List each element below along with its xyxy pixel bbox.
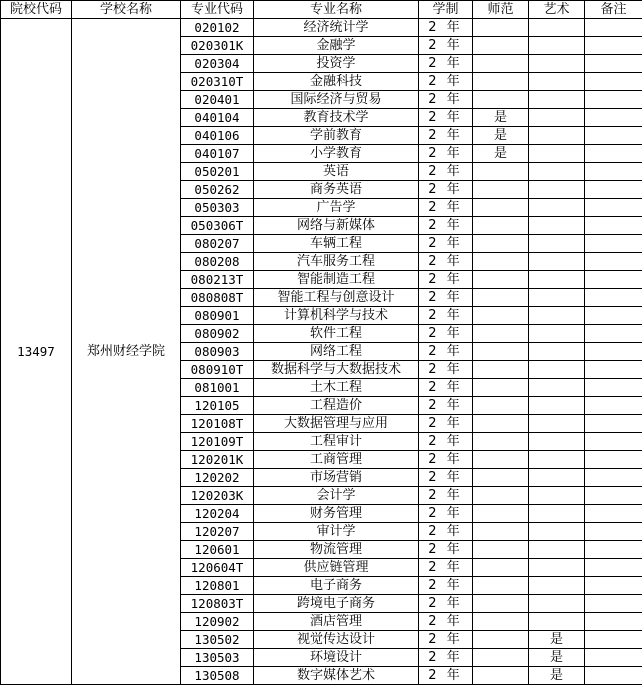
art-flag-cell	[529, 217, 585, 235]
major-code-cell: 080208	[181, 253, 254, 271]
duration-cell: 2 年	[419, 667, 473, 685]
major-code-cell: 080213T	[181, 271, 254, 289]
normal-flag-cell	[473, 91, 529, 109]
normal-flag-cell	[473, 361, 529, 379]
art-flag-cell	[529, 595, 585, 613]
duration-cell: 2 年	[419, 613, 473, 631]
major-name-cell: 数字媒体艺术	[254, 667, 419, 685]
duration-cell: 2 年	[419, 163, 473, 181]
normal-flag-cell	[473, 19, 529, 37]
note-cell	[585, 145, 642, 163]
duration-cell: 2 年	[419, 73, 473, 91]
art-flag-cell	[529, 199, 585, 217]
note-cell	[585, 433, 642, 451]
table-body	[1, 19, 642, 685]
major-code-cell: 080901	[181, 307, 254, 325]
art-flag-cell	[529, 289, 585, 307]
normal-flag-cell	[473, 667, 529, 685]
major-name-cell: 广告学	[254, 199, 419, 217]
normal-flag-cell	[473, 577, 529, 595]
major-name-cell: 计算机科学与技术	[254, 307, 419, 325]
major-code-cell: 050303	[181, 199, 254, 217]
major-name-cell: 物流管理	[254, 541, 419, 559]
note-cell	[585, 361, 642, 379]
major-code-cell: 120601	[181, 541, 254, 559]
note-cell	[585, 127, 642, 145]
art-flag-cell	[529, 451, 585, 469]
major-code-cell: 120604T	[181, 559, 254, 577]
note-cell	[585, 397, 642, 415]
header-school-code: 院校代码	[1, 1, 72, 19]
art-flag-cell	[529, 55, 585, 73]
table-row	[1, 19, 642, 37]
major-code-cell: 020310T	[181, 73, 254, 91]
major-name-cell: 小学教育	[254, 145, 419, 163]
note-cell	[585, 667, 642, 685]
duration-cell: 2 年	[419, 559, 473, 577]
normal-flag-cell: 是	[473, 127, 529, 145]
art-flag-cell	[529, 361, 585, 379]
duration-cell: 2 年	[419, 217, 473, 235]
note-cell	[585, 73, 642, 91]
art-flag-cell	[529, 541, 585, 559]
major-code-cell: 020102	[181, 19, 254, 37]
note-cell	[585, 343, 642, 361]
major-name-cell: 工程造价	[254, 397, 419, 415]
normal-flag-cell: 是	[473, 109, 529, 127]
normal-flag-cell	[473, 325, 529, 343]
art-flag-cell: 是	[529, 667, 585, 685]
normal-flag-cell	[473, 397, 529, 415]
major-name-cell: 工程审计	[254, 433, 419, 451]
art-flag-cell	[529, 145, 585, 163]
major-code-cell: 050306T	[181, 217, 254, 235]
note-cell	[585, 523, 642, 541]
school-name-cell: 郑州财经学院	[72, 19, 181, 685]
normal-flag-cell	[473, 235, 529, 253]
major-code-cell: 120202	[181, 469, 254, 487]
duration-cell: 2 年	[419, 469, 473, 487]
header-major-name: 专业名称	[254, 1, 419, 19]
note-cell	[585, 415, 642, 433]
normal-flag-cell	[473, 55, 529, 73]
major-name-cell: 车辆工程	[254, 235, 419, 253]
normal-flag-cell	[473, 487, 529, 505]
normal-flag-cell	[473, 199, 529, 217]
art-flag-cell: 是	[529, 631, 585, 649]
major-code-cell: 130502	[181, 631, 254, 649]
duration-cell: 2 年	[419, 451, 473, 469]
header-row	[1, 1, 642, 19]
major-name-cell: 会计学	[254, 487, 419, 505]
major-code-cell: 130508	[181, 667, 254, 685]
art-flag-cell	[529, 91, 585, 109]
major-name-cell: 财务管理	[254, 505, 419, 523]
normal-flag-cell	[473, 307, 529, 325]
note-cell	[585, 649, 642, 667]
duration-cell: 2 年	[419, 19, 473, 37]
major-code-cell: 120203K	[181, 487, 254, 505]
major-code-cell: 040106	[181, 127, 254, 145]
note-cell	[585, 379, 642, 397]
note-cell	[585, 109, 642, 127]
duration-cell: 2 年	[419, 235, 473, 253]
note-cell	[585, 325, 642, 343]
major-name-cell: 经济统计学	[254, 19, 419, 37]
major-name-cell: 市场营销	[254, 469, 419, 487]
header-major-code: 专业代码	[181, 1, 254, 19]
note-cell	[585, 181, 642, 199]
major-name-cell: 土木工程	[254, 379, 419, 397]
normal-flag-cell	[473, 523, 529, 541]
duration-cell: 2 年	[419, 541, 473, 559]
major-code-cell: 040104	[181, 109, 254, 127]
note-cell	[585, 271, 642, 289]
note-cell	[585, 469, 642, 487]
note-cell	[585, 451, 642, 469]
header-duration: 学制	[419, 1, 473, 19]
note-cell	[585, 253, 642, 271]
header-school-name: 学校名称	[72, 1, 181, 19]
major-code-cell: 120105	[181, 397, 254, 415]
major-name-cell: 投资学	[254, 55, 419, 73]
note-cell	[585, 487, 642, 505]
art-flag-cell	[529, 415, 585, 433]
normal-flag-cell	[473, 271, 529, 289]
art-flag-cell	[529, 577, 585, 595]
normal-flag-cell	[473, 289, 529, 307]
major-name-cell: 审计学	[254, 523, 419, 541]
normal-flag-cell	[473, 451, 529, 469]
duration-cell: 2 年	[419, 199, 473, 217]
duration-cell: 2 年	[419, 55, 473, 73]
note-cell	[585, 595, 642, 613]
duration-cell: 2 年	[419, 37, 473, 55]
duration-cell: 2 年	[419, 523, 473, 541]
note-cell	[585, 505, 642, 523]
art-flag-cell	[529, 307, 585, 325]
normal-flag-cell	[473, 37, 529, 55]
art-flag-cell	[529, 325, 585, 343]
art-flag-cell	[529, 235, 585, 253]
major-code-cell: 120801	[181, 577, 254, 595]
major-name-cell: 智能工程与创意设计	[254, 289, 419, 307]
major-name-cell: 教育技术学	[254, 109, 419, 127]
note-cell	[585, 37, 642, 55]
school-code-cell: 13497	[1, 19, 72, 685]
normal-flag-cell	[473, 631, 529, 649]
duration-cell: 2 年	[419, 577, 473, 595]
duration-cell: 2 年	[419, 649, 473, 667]
major-name-cell: 环境设计	[254, 649, 419, 667]
art-flag-cell	[529, 127, 585, 145]
art-flag-cell	[529, 523, 585, 541]
major-code-cell: 020301K	[181, 37, 254, 55]
major-code-cell: 020304	[181, 55, 254, 73]
note-cell	[585, 559, 642, 577]
major-name-cell: 供应链管理	[254, 559, 419, 577]
duration-cell: 2 年	[419, 325, 473, 343]
normal-flag-cell	[473, 379, 529, 397]
major-name-cell: 商务英语	[254, 181, 419, 199]
normal-flag-cell	[473, 613, 529, 631]
major-code-cell: 050201	[181, 163, 254, 181]
note-cell	[585, 541, 642, 559]
major-code-cell: 130503	[181, 649, 254, 667]
art-flag-cell	[529, 559, 585, 577]
major-code-cell: 050262	[181, 181, 254, 199]
duration-cell: 2 年	[419, 631, 473, 649]
art-flag-cell	[529, 505, 585, 523]
header-normal: 师范	[473, 1, 529, 19]
major-code-cell: 080902	[181, 325, 254, 343]
major-name-cell: 跨境电子商务	[254, 595, 419, 613]
art-flag-cell	[529, 487, 585, 505]
duration-cell: 2 年	[419, 253, 473, 271]
major-code-cell: 120201K	[181, 451, 254, 469]
duration-cell: 2 年	[419, 343, 473, 361]
major-name-cell: 工商管理	[254, 451, 419, 469]
note-cell	[585, 91, 642, 109]
note-cell	[585, 613, 642, 631]
art-flag-cell	[529, 109, 585, 127]
art-flag-cell: 是	[529, 649, 585, 667]
major-code-cell: 020401	[181, 91, 254, 109]
duration-cell: 2 年	[419, 181, 473, 199]
major-code-cell: 120108T	[181, 415, 254, 433]
normal-flag-cell	[473, 163, 529, 181]
normal-flag-cell	[473, 541, 529, 559]
duration-cell: 2 年	[419, 487, 473, 505]
duration-cell: 2 年	[419, 271, 473, 289]
major-code-cell: 080808T	[181, 289, 254, 307]
art-flag-cell	[529, 37, 585, 55]
normal-flag-cell	[473, 217, 529, 235]
major-name-cell: 智能制造工程	[254, 271, 419, 289]
normal-flag-cell	[473, 559, 529, 577]
major-code-cell: 120803T	[181, 595, 254, 613]
normal-flag-cell	[473, 73, 529, 91]
art-flag-cell	[529, 433, 585, 451]
note-cell	[585, 289, 642, 307]
major-code-cell: 080207	[181, 235, 254, 253]
note-cell	[585, 217, 642, 235]
art-flag-cell	[529, 469, 585, 487]
art-flag-cell	[529, 271, 585, 289]
major-name-cell: 数据科学与大数据技术	[254, 361, 419, 379]
major-code-cell: 040107	[181, 145, 254, 163]
major-name-cell: 大数据管理与应用	[254, 415, 419, 433]
duration-cell: 2 年	[419, 433, 473, 451]
normal-flag-cell	[473, 343, 529, 361]
duration-cell: 2 年	[419, 289, 473, 307]
duration-cell: 2 年	[419, 595, 473, 613]
art-flag-cell	[529, 181, 585, 199]
normal-flag-cell	[473, 469, 529, 487]
major-code-cell: 120902	[181, 613, 254, 631]
art-flag-cell	[529, 397, 585, 415]
major-name-cell: 网络工程	[254, 343, 419, 361]
major-name-cell: 电子商务	[254, 577, 419, 595]
duration-cell: 2 年	[419, 307, 473, 325]
normal-flag-cell	[473, 595, 529, 613]
duration-cell: 2 年	[419, 145, 473, 163]
major-code-cell: 120207	[181, 523, 254, 541]
major-name-cell: 软件工程	[254, 325, 419, 343]
major-code-cell: 081001	[181, 379, 254, 397]
normal-flag-cell	[473, 253, 529, 271]
major-code-cell: 120204	[181, 505, 254, 523]
major-name-cell: 金融科技	[254, 73, 419, 91]
major-name-cell: 金融学	[254, 37, 419, 55]
note-cell	[585, 235, 642, 253]
duration-cell: 2 年	[419, 415, 473, 433]
normal-flag-cell	[473, 181, 529, 199]
major-name-cell: 汽车服务工程	[254, 253, 419, 271]
note-cell	[585, 577, 642, 595]
header-art: 艺术	[529, 1, 585, 19]
duration-cell: 2 年	[419, 91, 473, 109]
major-name-cell: 英语	[254, 163, 419, 181]
major-name-cell: 视觉传达设计	[254, 631, 419, 649]
note-cell	[585, 631, 642, 649]
art-flag-cell	[529, 379, 585, 397]
note-cell	[585, 55, 642, 73]
header-note: 备注	[585, 1, 642, 19]
note-cell	[585, 307, 642, 325]
major-code-cell: 120109T	[181, 433, 254, 451]
normal-flag-cell	[473, 433, 529, 451]
normal-flag-cell	[473, 505, 529, 523]
duration-cell: 2 年	[419, 397, 473, 415]
major-code-cell: 080903	[181, 343, 254, 361]
art-flag-cell	[529, 73, 585, 91]
major-name-cell: 国际经济与贸易	[254, 91, 419, 109]
major-name-cell: 学前教育	[254, 127, 419, 145]
duration-cell: 2 年	[419, 379, 473, 397]
duration-cell: 2 年	[419, 127, 473, 145]
art-flag-cell	[529, 253, 585, 271]
duration-cell: 2 年	[419, 505, 473, 523]
normal-flag-cell: 是	[473, 145, 529, 163]
major-name-cell: 网络与新媒体	[254, 217, 419, 235]
major-code-cell: 080910T	[181, 361, 254, 379]
art-flag-cell	[529, 19, 585, 37]
duration-cell: 2 年	[419, 361, 473, 379]
art-flag-cell	[529, 163, 585, 181]
normal-flag-cell	[473, 415, 529, 433]
note-cell	[585, 199, 642, 217]
normal-flag-cell	[473, 649, 529, 667]
note-cell	[585, 163, 642, 181]
art-flag-cell	[529, 613, 585, 631]
art-flag-cell	[529, 343, 585, 361]
duration-cell: 2 年	[419, 109, 473, 127]
major-name-cell: 酒店管理	[254, 613, 419, 631]
note-cell	[585, 19, 642, 37]
